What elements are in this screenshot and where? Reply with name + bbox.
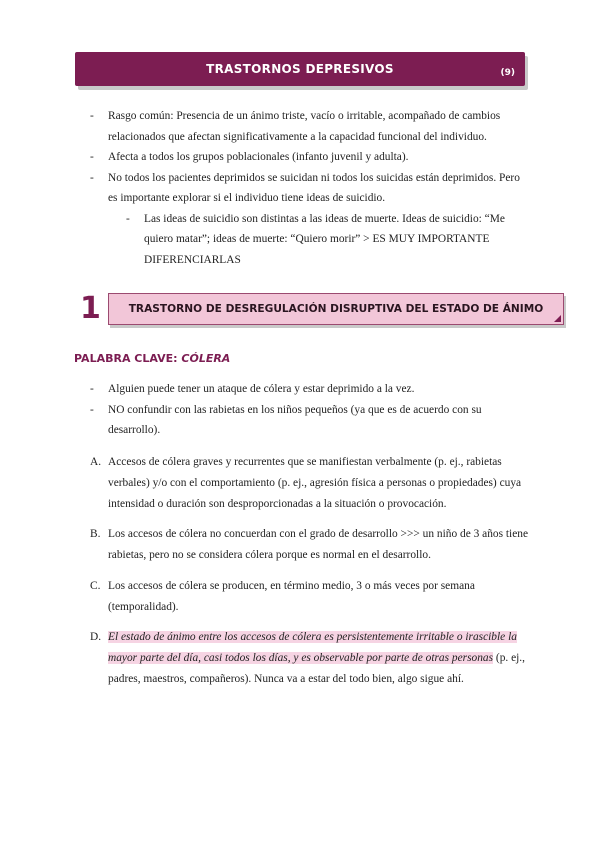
list-item: - Afecta a todos los grupos poblacionales (infanto juvenil y adulta).: [90, 151, 409, 163]
sub-list: [108, 209, 530, 271]
criterion-d: D. El estado de ánimo entre los accesos de cólera es persistentemente irritable o irascible la mayor parte del día, casi todos los días, y es observable por parte de otras personas (p. ej., padres, maestros, compañeros). Nunca va a estar del todo bien, algo sigue ahí.: [90, 631, 525, 685]
sub-list-item: - Las ideas de suicidio son distintas a las ideas de muerte. Ideas de suicidio: “Me quiero matar”; ideas de muerte: “Quiero morir” > ES MUY IMPORTANTE DIFERENCIARLAS: [126, 212, 505, 266]
criteria-list: [90, 576, 530, 618]
section-title: TRASTORNO DE DESREGULACIÓN DISRUPTIVA DEL ESTADO DE ÁNIMO: [128, 303, 544, 315]
criteria-list: [90, 627, 530, 690]
keyword-notes: [90, 379, 530, 441]
criteria-list: [90, 524, 530, 566]
section-number: 1: [80, 291, 101, 326]
criteria-list: [90, 452, 530, 515]
header-banner: [75, 52, 525, 86]
page-title: TRASTORNOS DEPRESIVOS: [206, 62, 394, 76]
list-item: - NO confundir con las rabietas en los niños pequeños (ya que es de acuerdo con su desarrollo).: [90, 403, 482, 436]
list-item: - Rasgo común: Presencia de un ánimo triste, vacío o irritable, acompañado de cambios relacionados que afectan significativamente a la capacidad funcional del individuo.: [90, 110, 501, 143]
list-item: - No todos los pacientes deprimidos se suicidan ni todos los suicidas están deprimidos. Pero es importante explorar si el individuo tiene ideas de suicidio. - Las ideas de suicidio son distintas a las ideas de muerte. Ideas de suicidio: “Me quiero matar”; ideas de muerte: “Quiero morir” > ES MUY IMPORTANTE DIFERENCIARLAS: [90, 168, 530, 271]
list-item: - Alguien puede tener un ataque de cólera y estar deprimido a la vez.: [90, 383, 415, 395]
page-number: (9): [500, 68, 515, 78]
highlighted-text: El estado de ánimo entre los accesos de cólera es persistentemente irritable o irascible la mayor parte del día, casi todos los días, y es observable por parte de otras personas: [108, 631, 517, 664]
criterion-a: A. Accesos de cólera graves y recurrentes que se manifiestan verbalmente (p. ej., rabietas verbales) y/o con el comportamiento (p. ej., agresión física a personas o propiedades) cuya intensidad o duración son desproporcionadas a la situación o provocación.: [90, 456, 522, 510]
corner-fold: [554, 315, 561, 322]
intro-list: [90, 106, 530, 270]
keyword-heading: PALABRA CLAVE: CÓLERA: [74, 352, 231, 365]
criterion-c: C. Los accesos de cólera se producen, en término medio, 3 o más veces por semana (temporalidad).: [90, 580, 475, 613]
criterion-b: B. Los accesos de cólera no concuerdan con el grado de desarrollo >>> un niño de 3 años tiene rabietas, pero no se considera cólera porque es normal en el desarrollo.: [90, 528, 529, 561]
section-title-box: [108, 293, 564, 325]
